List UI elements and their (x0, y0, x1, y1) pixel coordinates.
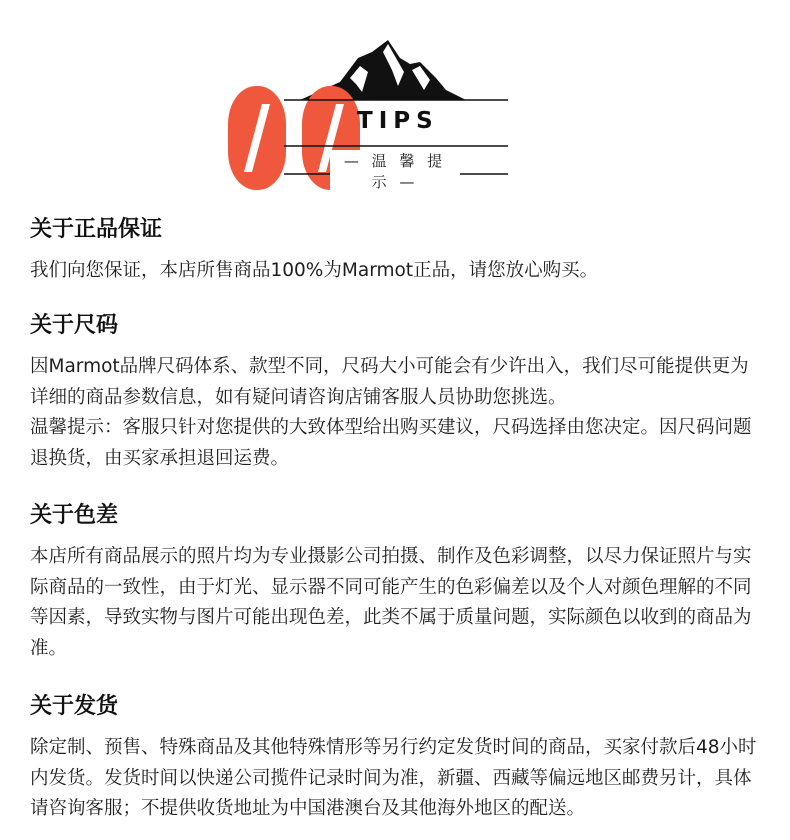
section-color-difference (30, 501, 765, 664)
section-paragraph: 温馨提示：客服只针对您提供的大致体型给出购买建议，尺码选择由您决定。因尺码问题退换货，由买家承担退回运费。 (30, 417, 752, 469)
section-heading: 关于正品保证 (30, 217, 163, 242)
section-size (30, 311, 765, 474)
section-shipping (30, 692, 765, 825)
section-heading: 关于尺码 (30, 313, 119, 338)
section-paragraph: 因Marmot品牌尺码体系、款型不同，尺码大小可能会有少许出入，我们尽可能提供更为详细的商品参数信息，如有疑问请咨询店铺客服人员协助您挑选。 (30, 356, 749, 408)
tips-header (0, 0, 790, 200)
section-paragraph: 我们向您保证，本店所售商品100%为Marmot正品，请您放心购买。 (30, 260, 599, 281)
section-paragraph: 本店所有商品展示的照片均为专业摄影公司拍摄、制作及色彩调整，以尽力保证照片与实际商品的一致性，由于灯光、显示器不同可能产生的色彩偏差以及个人对颜色理解的不同等因素，导致实物与图片可能出现色差，此类不属于质量问题，实际颜色以收到的商品为准。 (30, 546, 752, 659)
section-heading: 关于色差 (30, 503, 119, 528)
tips-subtitle: — 温 馨 提 示 — (330, 150, 460, 192)
section-paragraph: 除定制、预售、特殊商品及其他特殊情形等另行约定发货时间的商品，买家付款后48小时内发货。发货时间以快递公司揽件记录时间为准，新疆、西藏等偏远地区邮费另计，具体请咨询客服；不提供收货地址为中国港澳台及其他海外地区的配送。 (30, 737, 757, 819)
section-authenticity (30, 215, 765, 287)
tips-title: TIPS (357, 108, 439, 134)
section-heading: 关于发货 (30, 694, 119, 719)
